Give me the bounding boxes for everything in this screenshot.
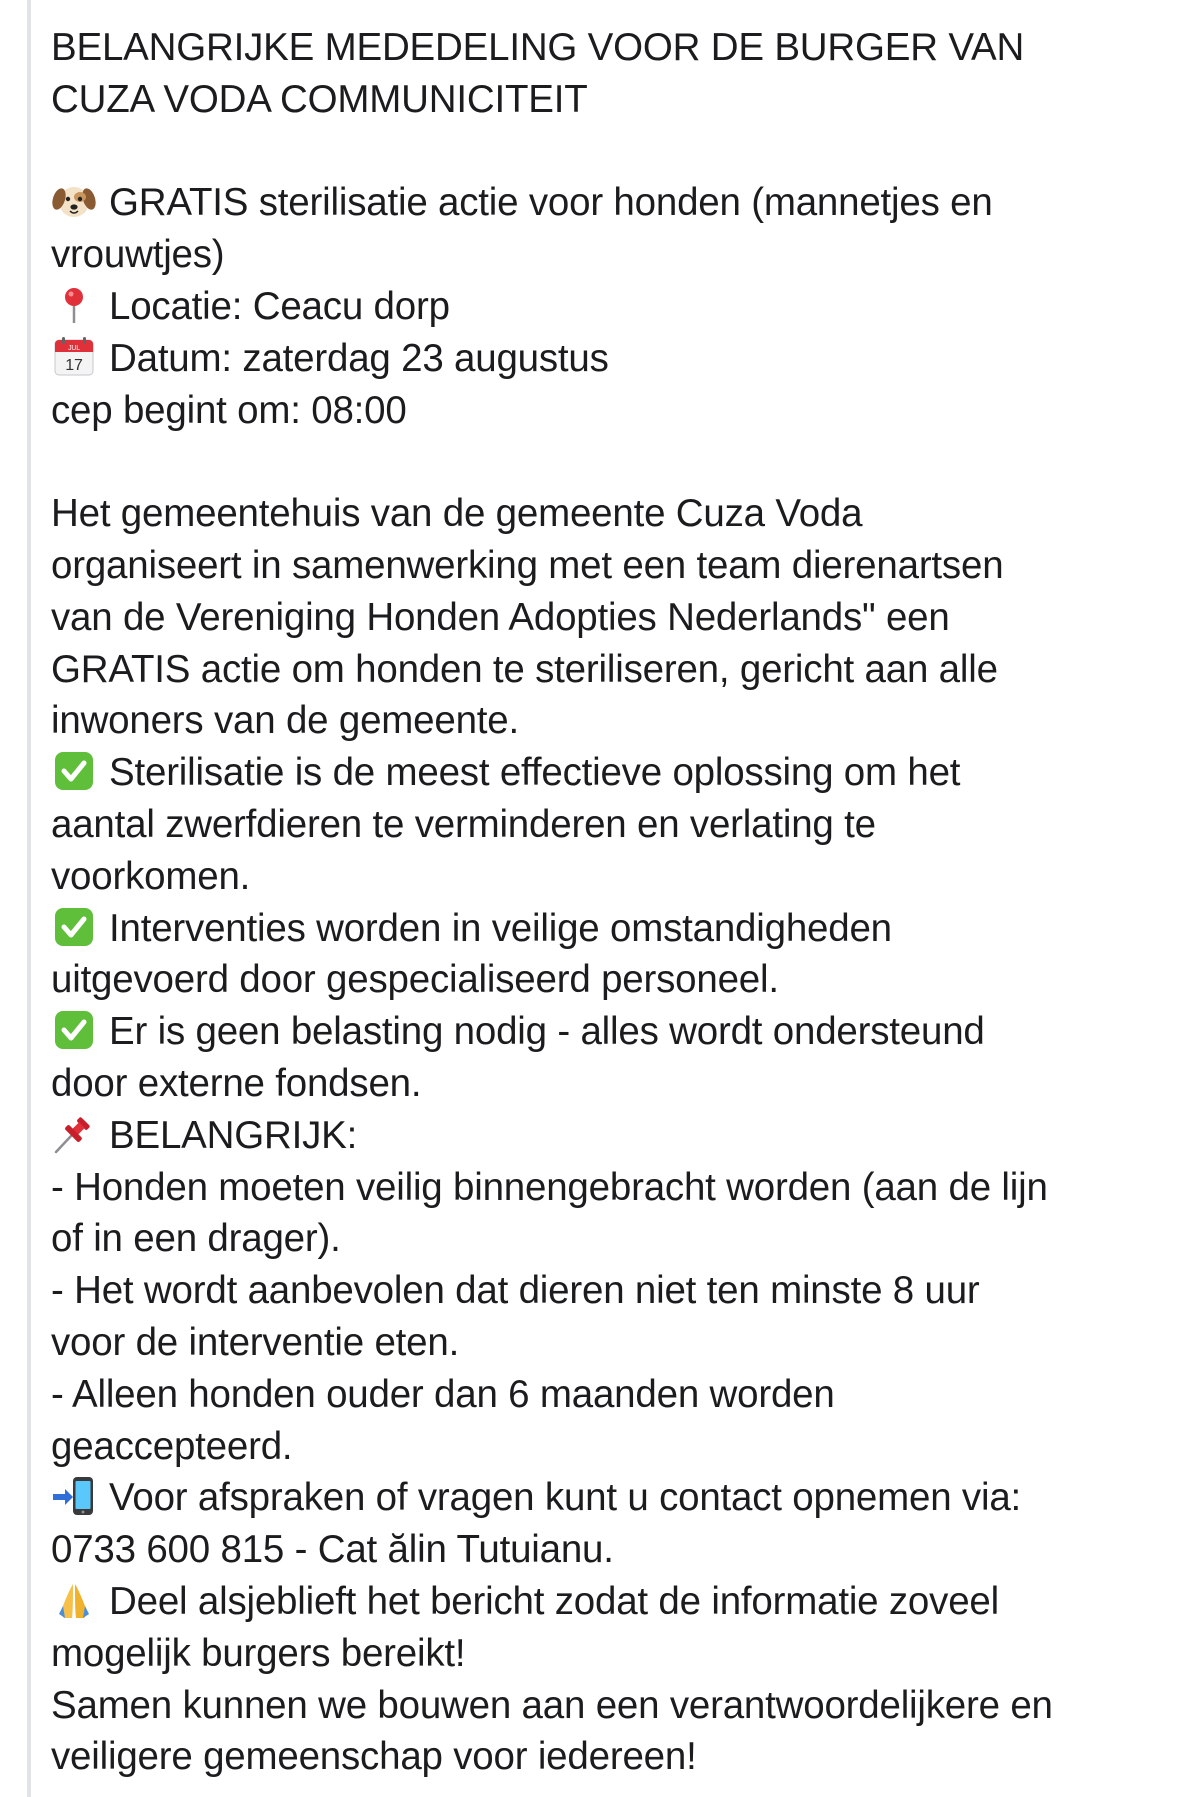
closing-line-1: Samen kunnen we bouwen aan een verantwoordelijkere en	[51, 1683, 1053, 1727]
dog-face-icon	[51, 181, 97, 221]
pushpin-icon	[51, 1114, 97, 1154]
calendar-icon	[51, 337, 97, 377]
quote-left-border	[27, 0, 31, 1797]
check-mark-button-icon	[51, 907, 97, 947]
check-item-1-cont-2: voorkomen.	[51, 854, 251, 898]
contact-text-line-1: Voor afspraken of vragen kunt u contact opnemen via:	[109, 1476, 1022, 1520]
check-mark-button-icon	[51, 751, 97, 791]
intro-line-5: inwoners van de gemeente.	[51, 699, 519, 743]
check-item-2-text: Interventies worden in veilige omstandigheden	[109, 906, 892, 950]
date-text: Datum: zaterdag 23 augustus	[109, 336, 609, 380]
share-text-line-1: Deel alsjeblieft het bericht zodat de informatie zoveel	[109, 1579, 999, 1623]
important-heading: BELANGRIJK:	[109, 1113, 358, 1157]
check-item-1-cont-1: aantal zwerfdieren te verminderen en verlating te	[51, 802, 876, 846]
check-item-3	[51, 1006, 1179, 1058]
round-pushpin-icon	[51, 285, 97, 325]
calendar-month-label: JUL	[68, 344, 80, 352]
check-item-3-cont-1: door externe fondsen.	[51, 1061, 422, 1105]
contact-phone-line: 0733 600 815 - Cat ălin Tutuianu.	[51, 1528, 614, 1572]
intro-line-4: GRATIS actie om honden te steriliseren, gericht aan alle	[51, 647, 998, 691]
offer-text-line-2: vrouwtjes)	[51, 233, 225, 277]
intro-line-3: van de Vereniging Honden Adopties Nederlands" een	[51, 595, 950, 639]
date-line	[51, 333, 1179, 385]
announcement-title-line-2: CUZA VODA COMMUNICITEIT	[51, 77, 588, 121]
intro-line-2: organiseert in samenwerking met een team dierenartsen	[51, 543, 1004, 587]
location-line	[51, 281, 1179, 333]
important-line-2: of in een drager).	[51, 1217, 341, 1261]
check-item-2-cont-1: uitgevoerd door gespecialiseerd personeel.	[51, 958, 779, 1002]
folded-hands-icon	[51, 1580, 97, 1620]
important-line-5: - Alleen honden ouder dan 6 maanden worden	[51, 1372, 835, 1416]
check-item-1-text: Sterilisatie is de meest effectieve oplossing om het	[109, 751, 961, 795]
check-item-1	[51, 747, 1179, 799]
start-time-line: cep begint om: 08:00	[51, 388, 407, 432]
share-text-line-2: mogelijk burgers bereikt!	[51, 1631, 466, 1675]
important-line-1: - Honden moeten veilig binnengebracht worden (aan de lijn	[51, 1165, 1048, 1209]
announcement-title-line-1: BELANGRIJKE MEDEDELING VOOR DE BURGER VAN	[51, 26, 1025, 69]
check-mark-button-icon	[51, 1010, 97, 1050]
closing-line-2: veiligere gemeenschap voor iedereen!	[51, 1735, 697, 1779]
blank-line	[51, 436, 1179, 488]
intro-line-1: Het gemeentehuis van de gemeente Cuza Voda	[51, 492, 863, 536]
blank-line	[51, 126, 1179, 178]
important-line-6: geaccepteerd.	[51, 1424, 293, 1468]
message-body	[51, 22, 1179, 1783]
offer-line	[51, 177, 1179, 229]
mobile-phone-arrow-icon	[51, 1476, 97, 1516]
check-item-3-text: Er is geen belasting nodig - alles wordt ondersteund	[109, 1010, 985, 1054]
offer-text-line-1: GRATIS sterilisatie actie voor honden (mannetjes en	[109, 181, 993, 225]
location-text: Locatie: Ceacu dorp	[109, 284, 450, 328]
calendar-day-label: 17	[65, 356, 83, 374]
contact-line	[51, 1472, 1179, 1524]
share-line	[51, 1576, 1179, 1628]
important-line-4: voor de interventie eten.	[51, 1320, 460, 1364]
important-heading-line	[51, 1110, 1179, 1162]
important-line-3: - Het wordt aanbevolen dat dieren niet ten minste 8 uur	[51, 1269, 980, 1313]
check-item-2	[51, 903, 1179, 955]
